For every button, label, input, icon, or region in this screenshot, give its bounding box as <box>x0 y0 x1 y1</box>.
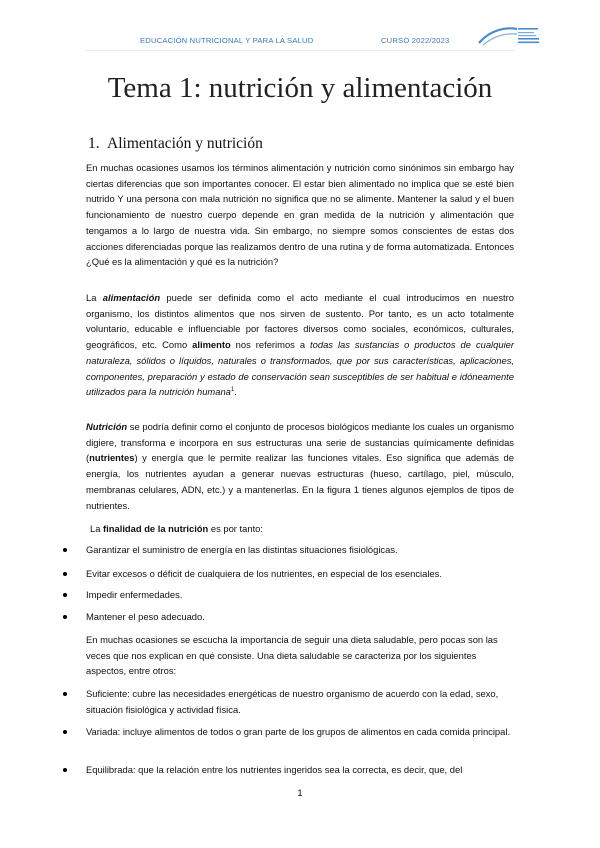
bullet-icon <box>63 593 67 597</box>
term-alimento: alimento <box>192 339 231 351</box>
list-item-text: Impedir enfermedades. <box>86 589 183 600</box>
list-item-text: Mantener el peso adecuado. <box>86 611 205 622</box>
list-item-text: Evitar excesos o déficit de cualquiera de los nutrientes, en especial de los esenciales. <box>86 568 442 579</box>
paragraph-alimentacion <box>86 290 514 400</box>
aspect-text: : incluye alimentos de todos o gran parte de los grupos de alimentos en cada comida principal. <box>117 726 511 737</box>
department-logo <box>477 25 541 47</box>
p3-mid1: se podría definir como el conjunto de procesos biológicos mediante los cuales un organismo digiere, transforma e incorpora en sus estructuras una serie de sustancias químicamente definidas ( <box>86 421 514 464</box>
term-finalidad: finalidad de la nutrición <box>103 523 209 534</box>
p2-end: . <box>234 386 237 398</box>
paragraph-dieta <box>86 632 514 679</box>
definition-quote: todas las sustancias o productos de cualquier naturaleza, sólidos o líquidos, naturales o transformados, que por sus características, aplicaciones, componentes, preparación y estado de conservación sean susceptibles de ser habitual e idóneamente utilizados para la nutrición humana <box>86 339 514 398</box>
paragraph-nutricion <box>86 419 514 513</box>
section-heading <box>88 135 263 153</box>
term-nutricion: Nutrición <box>86 421 128 432</box>
bullet-icon <box>63 572 67 576</box>
paragraph-intro-text: En muchas ocasiones usamos los términos alimentación y nutrición como sinónimos sin embargo hay ciertas diferencias que son importantes conocer. El estar bien alimentado no implica que se esté bien nutrido Y una persona con mala nutrición no significa que no se alimente. Mantener la salud y el buen funcionamiento de nuestro cuerpo depende en gran medida de la nutrición y alimentación que tengamos a lo largo de nuestra vida. Sin embargo, no siempre somos conscientes de estas dos acciones diferenciadas porque las realizamos dentro de una rutina y de forma automatizada. Entonces ¿Qué es la alimentación y qué es la nutrición? <box>86 162 514 268</box>
list-item-text: Garantizar el suministro de energía en las distintas situaciones fisiológicas. <box>86 544 398 555</box>
page-number: 1 <box>297 788 303 799</box>
header-course-name: EDUCACIÓN NUTRICIONAL Y PARA LA SALUD <box>140 36 314 45</box>
term-nutrientes: nutrientes <box>89 452 135 464</box>
aspect-label: Equilibrada <box>86 764 133 775</box>
finalidad-lead <box>90 521 263 537</box>
lead-pre: La <box>90 523 104 534</box>
header-divider <box>86 50 514 51</box>
list-item-text <box>86 724 514 740</box>
lead-post: es por tanto: <box>208 523 263 534</box>
bullet-icon <box>63 730 67 734</box>
p2-pre: La <box>86 292 103 303</box>
paragraph-dieta-text: En muchas ocasiones se escucha la importancia de seguir una dieta saludable, pero pocas son las veces que nos explican en qué consiste. Una dieta saludable se caracteriza por los siguientes aspectos, entre otros: <box>86 634 498 677</box>
section-number: 1. <box>88 135 100 152</box>
list-item-text <box>86 686 514 717</box>
bullet-icon <box>63 768 67 772</box>
aspect-label: Variada <box>86 726 118 737</box>
aspect-label: Suficiente <box>86 688 128 699</box>
aspect-text: : que la relación entre los nutrientes ingeridos sea la correcta, es decir, que, del <box>132 764 463 775</box>
list-item-text <box>86 762 514 778</box>
header-course-year: CURSO 2022/2023 <box>381 36 450 45</box>
bullet-icon <box>63 692 67 696</box>
bullet-icon <box>63 615 67 619</box>
aspect-text: : cubre las necesidades energéticas de nuestro organismo de acuerdo con la edad, sexo, situación fisiológica y actividad física. <box>86 688 499 715</box>
page-title: Tema 1: nutrición y alimentación <box>107 72 493 104</box>
footnote-marker: 1 <box>230 387 235 394</box>
p3-mid2: ) y energía que le permite realizar las funciones vitales. Eso significa que además de energía, los nutrientes ayudan a generar nuevas estructuras (hueso, cartílago, piel, músculo, membranas celulares, ADN, etc.) y a mantenerlas. En la figura 1 tienes algunos ejemplos de tipos de nutrientes. <box>86 452 514 511</box>
p2-mid1: puede ser definida como el acto mediante el cual introducimos en nuestro organismo, los distintos alimentos que nos sirven de sustento. Por tanto, es un acto totalmente voluntario, educable e influenciable por factores diversos como sociales, económicos, culturales, geográficos, etc. Como <box>86 292 514 351</box>
p2-mid2: nos referimos a <box>230 339 311 351</box>
section-title: Alimentación y nutrición <box>107 135 263 152</box>
term-alimentacion: alimentación <box>102 292 161 303</box>
bullet-icon <box>63 548 67 552</box>
paragraph-intro <box>86 160 514 270</box>
